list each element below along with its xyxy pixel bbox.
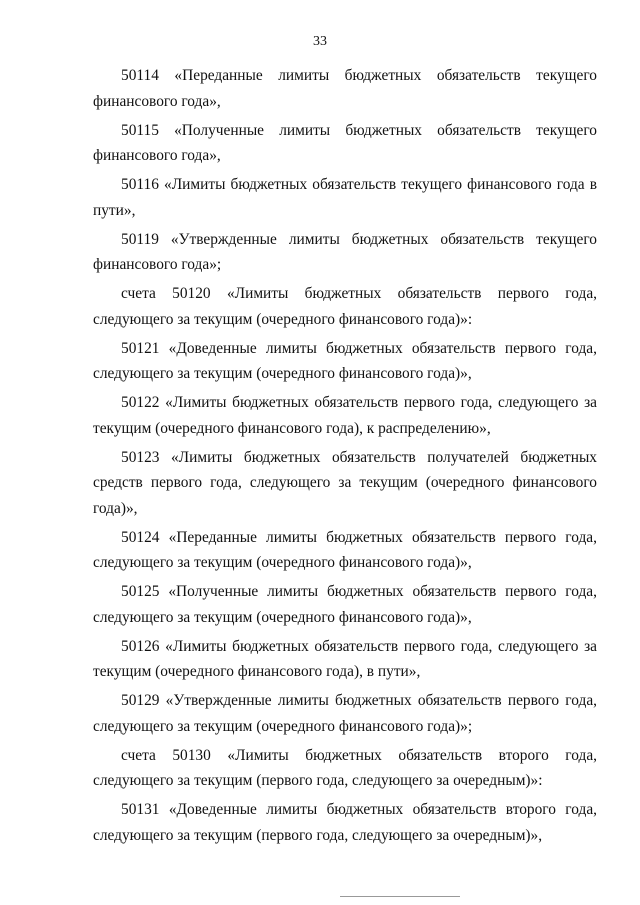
paragraph-50114: 50114 «Переданные лимиты бюджетных обязательств текущего финансового года», [93,67,597,110]
document-body [93,63,597,852]
paragraph-50131: 50131 «Доведенные лимиты бюджетных обязательств второго года, следующего за текущим (первого года, следующего за очередным)», [93,801,597,844]
paragraph-50122: 50122 «Лимиты бюджетных обязательств первого года, следующего за текущим (очередного финансового года), к распределению», [93,394,597,437]
paragraph-50116: 50116 «Лимиты бюджетных обязательств текущего финансового года в пути», [93,176,597,219]
paragraph-accounts-50130: счета 50130 «Лимиты бюджетных обязательств второго года, следующего за текущим (первого года, следующего за очередным)»: [93,746,597,789]
paragraph-50123: 50123 «Лимиты бюджетных обязательств получателей бюджетных средств первого года, следующего за текущим (очередного финансового года)», [93,448,597,517]
paragraph-50125: 50125 «Полученные лимиты бюджетных обязательств первого года, следующего за текущим (очередного финансового года)», [93,583,597,626]
paragraph-50124: 50124 «Переданные лимиты бюджетных обязательств первого года, следующего за текущим (очередного финансового года)», [93,528,597,571]
paragraph-50119: 50119 «Утвержденные лимиты бюджетных обязательств текущего финансового года»; [93,230,597,273]
paragraph-50126: 50126 «Лимиты бюджетных обязательств первого года, следующего за текущим (очередного финансового года), в пути», [93,637,597,680]
page-number: 33 [313,34,327,49]
paragraph-accounts-50120: счета 50120 «Лимиты бюджетных обязательств первого года, следующего за текущим (очередного финансового года)»: [93,285,597,328]
paragraph-50115: 50115 «Полученные лимиты бюджетных обязательств текущего финансового года», [93,121,597,164]
paragraph-50129: 50129 «Утвержденные лимиты бюджетных обязательств первого года, следующего за текущим (очередного финансового года)»; [93,692,597,735]
paragraph-50121: 50121 «Доведенные лимиты бюджетных обязательств первого года, следующего за текущим (очередного финансового года)», [93,339,597,382]
bottom-divider [340,896,460,897]
